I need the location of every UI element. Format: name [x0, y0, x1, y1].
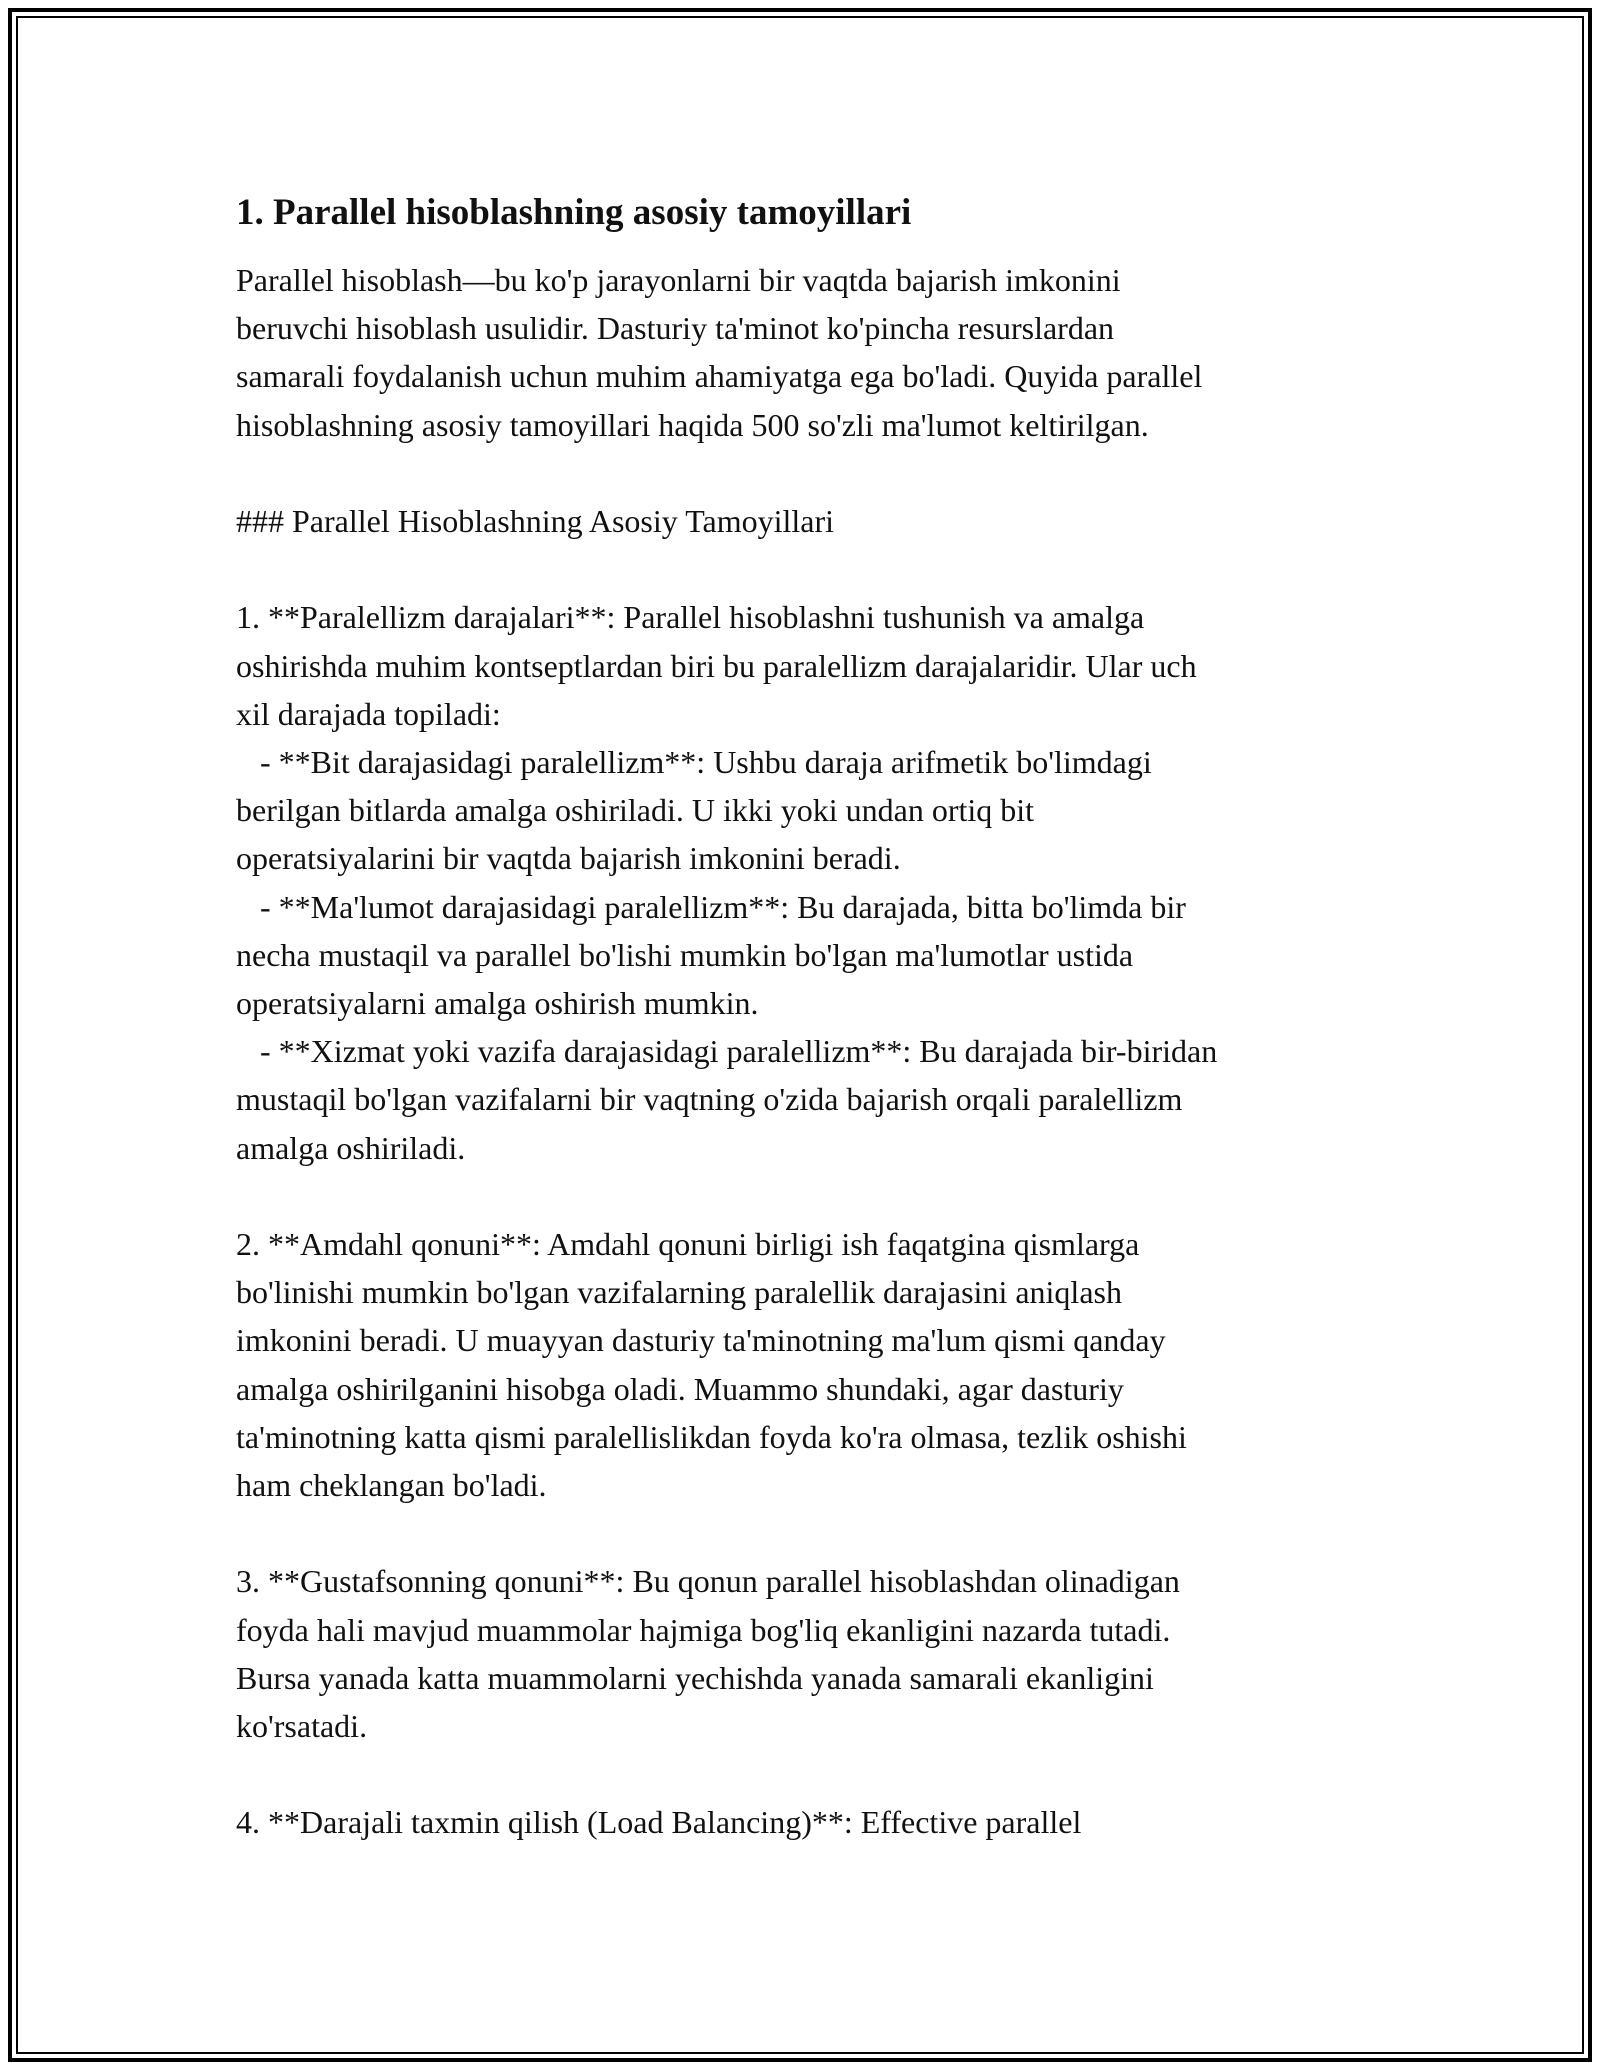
text-line: hisoblashning asosiy tamoyillari haqida 500 so'zli ma'lumot keltirilgan. — [236, 406, 1149, 443]
text-line: samarali foydalanish uchun muhim ahamiyatga ega bo'ladi. Quyida parallel — [236, 358, 1203, 395]
text-line: foyda hali mavjud muammolar hajmiga bog'liq ekanligini nazarda tutadi. — [236, 1611, 1171, 1648]
text-line: ta'minotning katta qismi paralellislikdan foyda ko'ra olmasa, tezlik oshishi — [236, 1418, 1187, 1455]
paragraph-gap — [236, 1509, 1376, 1557]
text-line: - **Xizmat yoki vazifa darajasidagi paralellizm**: Bu darajada bir-biridan — [236, 1033, 1218, 1070]
text-line: 1. **Paralellizm darajalari**: Parallel hisoblashni tushunish va amalga — [236, 599, 1145, 636]
text-line: - **Ma'lumot darajasidagi paralellizm**: Bu darajada, bitta bo'limda bir — [236, 888, 1186, 925]
paragraph-gap — [236, 545, 1376, 593]
paragraph-gap — [236, 1750, 1376, 1798]
text-line: berilgan bitlarda amalga oshiriladi. U ikki yoki undan ortiq bit — [236, 792, 1035, 829]
text-line: operatsiyalarni amalga oshirish mumkin. — [236, 985, 759, 1022]
text-line: bo'linishi mumkin bo'lgan vazifalarning paralellik darajasini aniqlash — [236, 1274, 1122, 1311]
text-line: operatsiyalarini bir vaqtda bajarish imkonini beradi. — [236, 840, 901, 877]
text-line: beruvchi hisoblash usulidir. Dasturiy ta'minot ko'pincha resurslardan — [236, 310, 1115, 347]
text-line: 3. **Gustafsonning qonuni**: Bu qonun parallel hisoblashdan olinadigan — [236, 1563, 1180, 1600]
text-line: Bursa yanada katta muammolarni yechishda yanada samarali ekanligini — [236, 1659, 1154, 1696]
text-line: amalga oshiriladi. — [236, 1129, 466, 1166]
text-line: amalga oshirilganini hisobga oladi. Muammo shundaki, agar dasturiy — [236, 1370, 1124, 1407]
text-line: xil darajada topiladi: — [236, 695, 501, 732]
text-line: imkonini beradi. U muayyan dasturiy ta'minotning ma'lum qismi qanday — [236, 1322, 1166, 1359]
text-line: 4. **Darajali taxmin qilish (Load Balancing)**: Effective parallel — [236, 1804, 1082, 1841]
text-line: ### Parallel Hisoblashning Asosiy Tamoyillari — [236, 503, 835, 539]
document-content — [236, 186, 1376, 1847]
text-line: mustaqil bo'lgan vazifalarni bir vaqtning o'zida bajarish orqali paralellizm — [236, 1081, 1183, 1118]
text-line: Parallel hisoblash—bu ko'p jarayonlarni bir vaqtda bajarish imkonini — [236, 262, 1121, 298]
text-line: ham cheklangan bo'ladi. — [236, 1467, 547, 1504]
document-body — [236, 256, 1376, 1847]
text-line: necha mustaqil va parallel bo'lishi mumkin bo'lgan ma'lumotlar ustida — [236, 936, 1134, 973]
text-line: ko'rsatadi. — [236, 1708, 368, 1745]
text-line: - **Bit darajasidagi paralellizm**: Ushbu daraja arifmetik bo'limdagi — [236, 744, 1152, 780]
text-line: oshirishda muhim kontseptlardan biri bu paralellizm darajalaridir. Ular uch — [236, 647, 1197, 684]
text-line: 2. **Amdahl qonuni**: Amdahl qonuni birligi ish faqatgina qismlarga — [236, 1226, 1140, 1263]
paragraph-gap — [236, 1172, 1376, 1220]
document-title: 1. Parallel hisoblashning asosiy tamoyillari — [236, 192, 912, 233]
paragraph-gap — [236, 449, 1376, 497]
